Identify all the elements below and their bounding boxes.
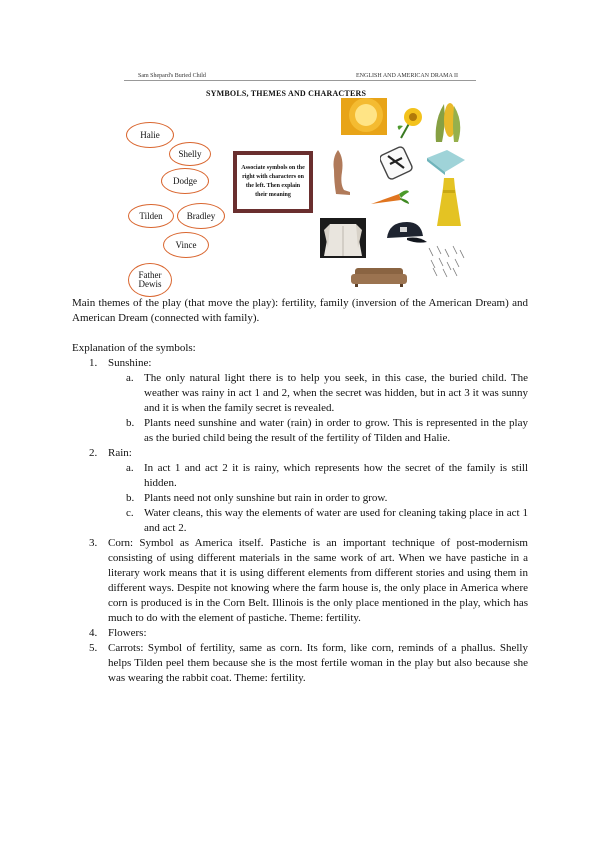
character-oval: Father Dewis (128, 263, 172, 297)
rain-image (425, 244, 467, 278)
body-text (72, 296, 528, 686)
sub-list-letter: a. (126, 462, 134, 474)
sub-list-item (72, 416, 528, 446)
coat-image (320, 218, 366, 258)
sub-list-text: Water cleans, this way the elements of water are used for cleaning taking place in act 1 and act 2. (144, 507, 528, 534)
header-right: ENGLISH AND AMERICAN DRAMA II (356, 73, 459, 79)
character-oval: Shelly (169, 142, 211, 166)
character-oval: Tilden (128, 204, 174, 228)
corn-image (430, 98, 466, 144)
character-oval: Vince (163, 232, 209, 258)
sub-list-text: In act 1 and act 2 it is rainy, which represents how the secret of the family is still hidden. (144, 462, 528, 489)
list-number: 5. (89, 642, 98, 654)
list-item-text: Corn: Symbol as America itself. Pastiche is an important technique of post-modernism consisting of using different materials in the same work of art. When we have pastiche in a literary work means that it is using different elements from different stories and using them in different ways. Despite not knowing where the farm house is, the only place in America where corn is produced is in the Corn Belt. Illinois is the only place mentioned in the play, which has much to do with the element of pastiche. Theme: fertility. (108, 537, 528, 624)
header-left: Sam Shepard's Buried Child (138, 73, 206, 79)
list-number: 3. (89, 537, 98, 549)
towel-image (425, 148, 467, 176)
list-item (72, 641, 528, 686)
sub-list-letter: a. (126, 372, 134, 384)
instruction-box: Associate symbols on the right with characters on the left. Then explain their meaning (233, 151, 313, 213)
sub-list-item (72, 491, 528, 506)
character-oval: Halie (126, 122, 174, 148)
character-oval: Bradley (177, 203, 225, 229)
list-item (72, 356, 528, 371)
list-item-text: Carrots: Symbol of fertility, same as corn. Its form, like corn, reminds of a phallus. Shelly helps Tilden peel them because she is the most fertile woman in the play but also because she was wearing the rabbit coat. Theme: fertility. (108, 642, 528, 684)
cap-image (383, 218, 427, 246)
list-number: 2. (89, 447, 98, 459)
sub-list-item (72, 461, 528, 491)
list-item-text: Sunshine: (108, 357, 152, 369)
dress-image (435, 176, 463, 228)
list-item (72, 626, 528, 641)
header-rule (124, 80, 476, 81)
sofa-image (349, 264, 409, 288)
list-number: 1. (89, 357, 98, 369)
list-item-text: Rain: (108, 447, 132, 459)
explanation-heading: Explanation of the symbols: (72, 342, 196, 354)
sub-list-letter: b. (126, 492, 135, 504)
leg-image (328, 148, 356, 196)
sub-list-letter: b. (126, 417, 135, 429)
sub-list-item (72, 506, 528, 536)
sub-list-text: Plants need not only sunshine but rain in order to grow. (144, 492, 388, 504)
list-number: 4. (89, 627, 98, 639)
sub-list-letter: c. (126, 507, 134, 519)
handcuffs-image (380, 146, 414, 182)
themes-paragraph: Main themes of the play (that move the play): fertility, family (inversion of the American Dream) and American Dream (connected with family). (72, 297, 528, 324)
page-title: SYMBOLS, THEMES AND CHARACTERS (206, 89, 367, 98)
sub-list-text: The only natural light there is to help you seek, in this case, the buried child. The weather was rainy in act 1 and 2, when the secret was hidden, but in act 3 it was sunny and it is when the family secret is revealed. (144, 372, 528, 414)
list-item-text: Flowers: (108, 627, 147, 639)
sub-list-item (72, 371, 528, 416)
sunshine-image (341, 98, 387, 135)
list-item (72, 536, 528, 626)
carrot-image (369, 186, 411, 208)
sub-list-text: Plants need sunshine and water (rain) in order to grow. This is represented in the play as the buried child being the result of the fertility of Tilden and Halie. (144, 417, 528, 444)
character-oval: Dodge (161, 168, 209, 194)
list-item (72, 446, 528, 461)
flower-image (393, 104, 427, 140)
